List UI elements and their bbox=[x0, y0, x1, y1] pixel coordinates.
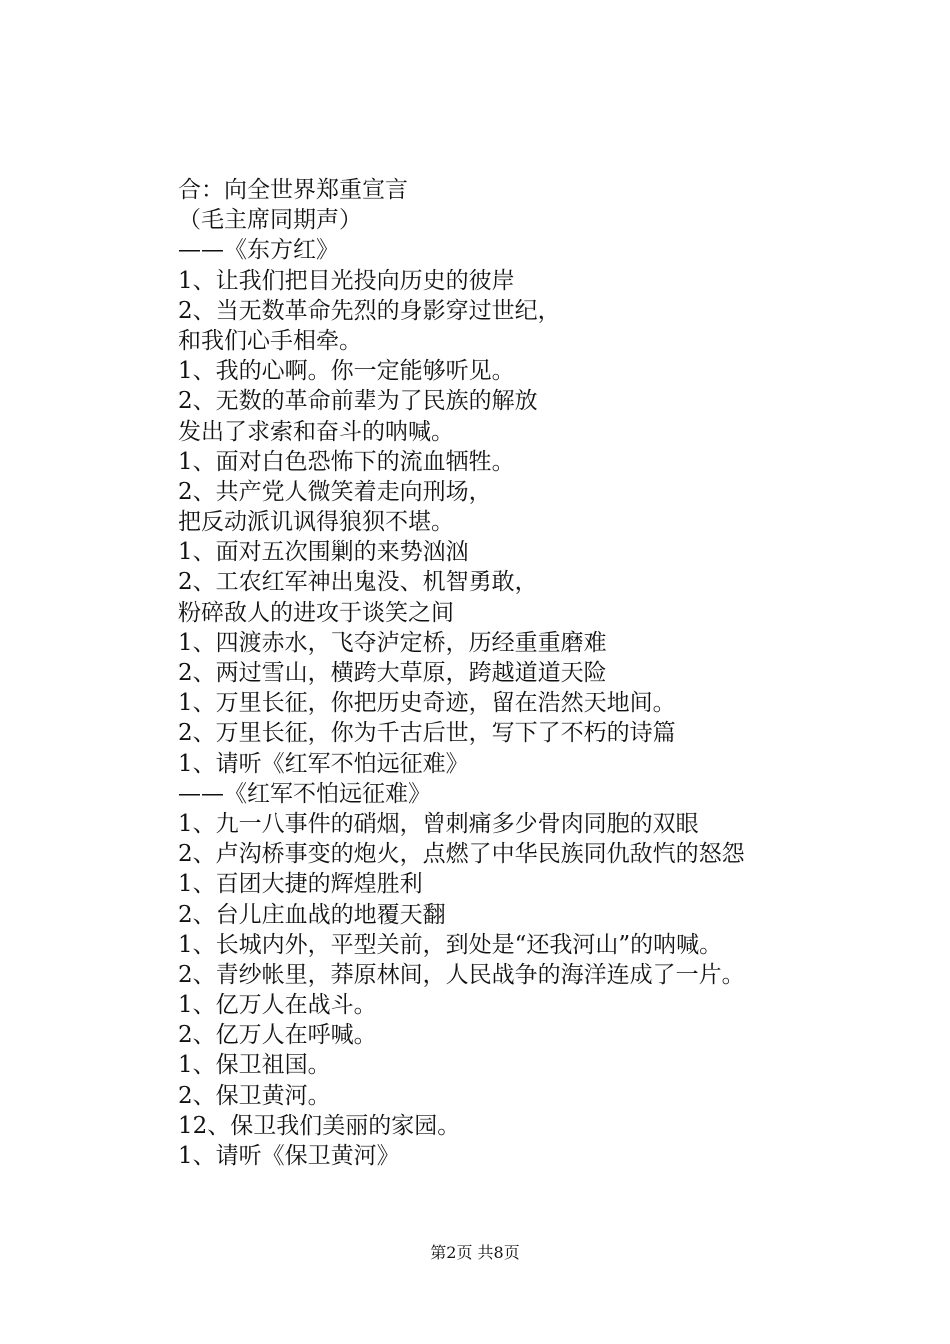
text-line: 2、亿万人在呼喊。 bbox=[178, 1022, 377, 1049]
text-line: 2、万里长征，你为千古后世，写下了不朽的诗篇 bbox=[178, 720, 676, 747]
text-line: 和我们心手相牵。 bbox=[178, 327, 362, 354]
page-number-footer: 第2页 共8页 bbox=[430, 1243, 520, 1262]
text-line: 2、工农红军神出鬼没、机智勇敢， bbox=[178, 569, 538, 596]
text-line: 2、卢沟桥事变的炮火，点燃了中华民族同仇敌忾的怒怨 bbox=[178, 841, 745, 868]
text-line: 1、保卫祖国。 bbox=[178, 1052, 331, 1079]
text-line: 2、共产党人微笑着走向刑场， bbox=[178, 478, 492, 505]
text-line: 1、九一八事件的硝烟，曾刺痛多少骨肉同胞的双眼 bbox=[178, 810, 699, 837]
text-line: 1、请听《保卫黄河》 bbox=[178, 1143, 400, 1169]
text-line: 2、保卫黄河。 bbox=[178, 1082, 331, 1109]
text-line: 1、万里长征，你把历史奇迹，留在浩然天地间。 bbox=[178, 690, 676, 717]
text-line: 1、亿万人在战斗。 bbox=[178, 992, 377, 1019]
text-line: 12、保卫我们美丽的家园。 bbox=[178, 1112, 461, 1139]
text-line: 1、百团大捷的辉煌胜利 bbox=[178, 871, 423, 898]
text-line: 1、请听《红军不怕远征难》 bbox=[178, 750, 469, 777]
text-line: 1、面对五次围剿的来势汹汹 bbox=[178, 539, 469, 566]
text-line: 粉碎敌人的进攻于谈笑之间 bbox=[178, 599, 454, 626]
text-line: 2、青纱帐里，莽原林间，人民战争的海洋连成了一片。 bbox=[178, 961, 745, 988]
document-body bbox=[178, 175, 898, 1171]
text-line: 1、让我们把目光投向历史的彼岸 bbox=[178, 267, 515, 294]
text-line: 1、四渡赤水，飞夺泸定桥，历经重重磨难 bbox=[178, 629, 607, 656]
text-line: 1、长城内外，平型关前，到处是“还我河山”的呐喊。 bbox=[178, 931, 723, 958]
text-line: 1、面对白色恐怖下的流血牺牲。 bbox=[178, 448, 515, 475]
text-line: 合：向全世界郑重宣言 bbox=[178, 177, 408, 203]
text-line: （毛主席同期声） bbox=[178, 207, 362, 234]
text-line: ——《东方红》 bbox=[178, 237, 339, 264]
text-line: 1、我的心啊。你一定能够听见。 bbox=[178, 358, 515, 385]
text-line: 把反动派讥讽得狼狈不堪。 bbox=[178, 509, 454, 536]
text-line: 2、两过雪山，横跨大草原，跨越道道天险 bbox=[178, 660, 607, 686]
text-line: 2、台儿庄血战的地覆天翻 bbox=[178, 901, 446, 928]
text-line: 发出了求索和奋斗的呐喊。 bbox=[178, 418, 454, 445]
text-line: 2、当无数革命先烈的身影穿过世纪， bbox=[178, 297, 561, 324]
text-line: 2、无数的革命前辈为了民族的解放 bbox=[178, 388, 538, 415]
text-line: ——《红军不怕远征难》 bbox=[178, 780, 431, 807]
